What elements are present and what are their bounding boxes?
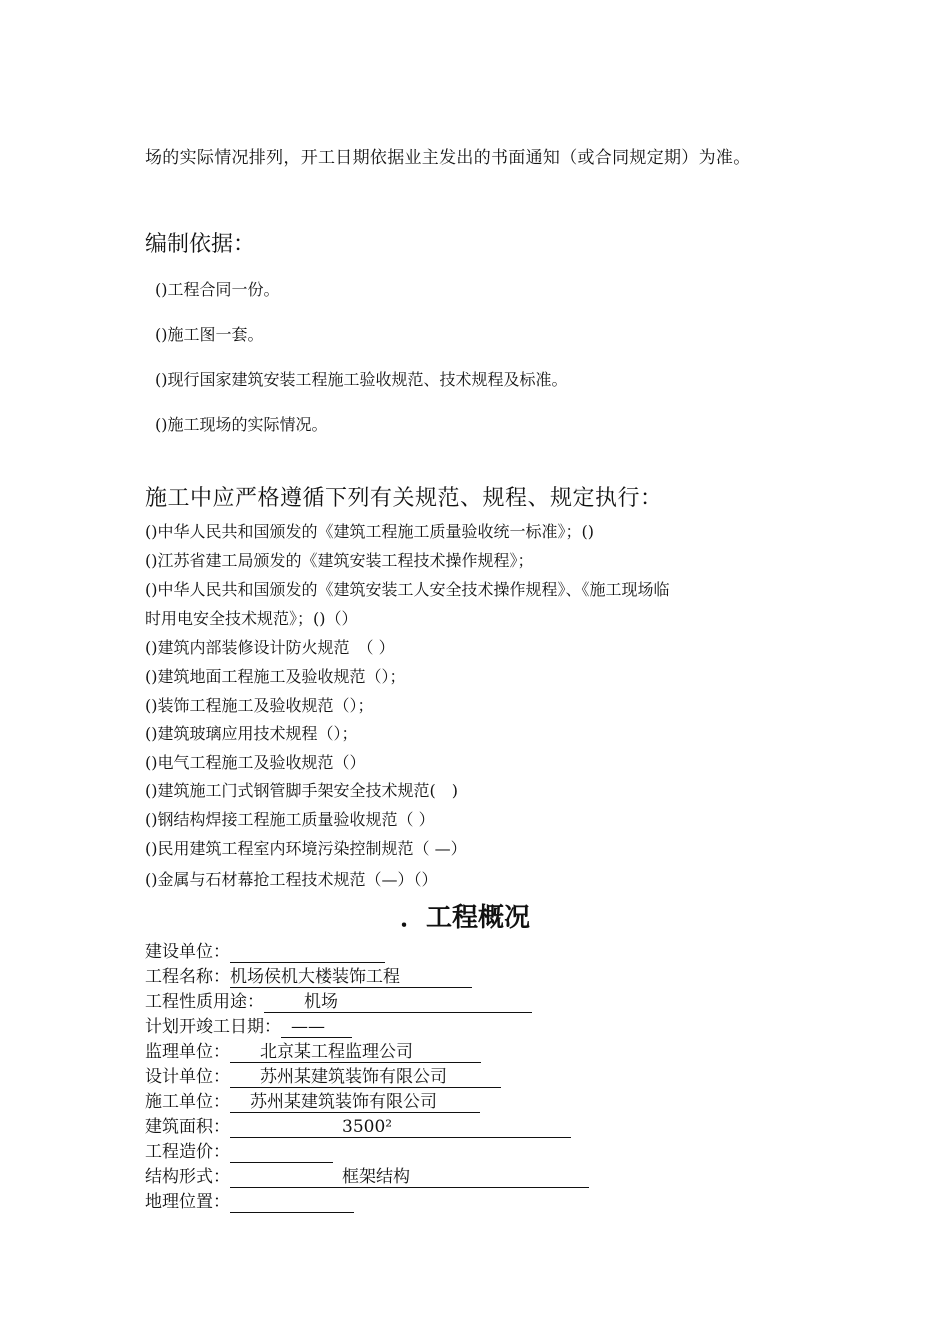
standards-line: ()中华人民共和国颁发的《建筑工程施工质量验收统一标准》；() bbox=[145, 522, 594, 541]
field-label: 地理位置： bbox=[145, 1192, 230, 1212]
field-underline bbox=[230, 1066, 501, 1088]
field-label: 工程性质用途： bbox=[145, 992, 264, 1012]
field-label: 设计单位： bbox=[145, 1067, 230, 1087]
basis-item: ()施工现场的实际情况。 bbox=[155, 415, 328, 434]
basis-item: ()施工图一套。 bbox=[155, 325, 264, 344]
field-value: 3500² bbox=[342, 1117, 393, 1137]
field-value: 框架结构 bbox=[342, 1167, 410, 1187]
standards-line: ()江苏省建工局颁发的《建筑安装工程技术操作规程》； bbox=[145, 551, 534, 570]
basis-item: ()现行国家建筑安装工程施工验收规范、技术规程及标准。 bbox=[155, 370, 568, 389]
field-underline bbox=[264, 991, 532, 1013]
field-underline bbox=[230, 1191, 354, 1213]
field-value: 苏州某建筑装饰有限公司 bbox=[250, 1092, 437, 1112]
basis-heading: 编制依据： bbox=[145, 232, 256, 257]
basis-item: ()工程合同一份。 bbox=[155, 280, 280, 299]
standards-line: ()建筑地面工程施工及验收规范（）； bbox=[145, 667, 406, 686]
intro-paragraph: 场的实际情况排列，开工日期依据业主发出的书面通知（或合同规定期）为准。 bbox=[145, 148, 751, 168]
field-label: 计划开竣工日期： bbox=[145, 1017, 281, 1037]
field-value: 苏州某建筑装饰有限公司 bbox=[260, 1067, 447, 1087]
field-row bbox=[145, 1191, 354, 1213]
standards-line: ()建筑内部装修设计防火规范 （ ） bbox=[145, 638, 395, 657]
field-label: 施工单位： bbox=[145, 1092, 230, 1112]
field-row bbox=[145, 1166, 589, 1188]
field-row bbox=[145, 941, 385, 963]
field-row bbox=[145, 1141, 333, 1163]
field-label: 工程名称： bbox=[145, 967, 230, 987]
standards-line: ()装饰工程施工及验收规范（）； bbox=[145, 696, 374, 715]
field-underline bbox=[230, 941, 385, 963]
field-underline bbox=[230, 1166, 589, 1188]
field-underline bbox=[230, 1116, 571, 1138]
field-label: 建设单位： bbox=[145, 942, 230, 962]
field-row bbox=[145, 1091, 480, 1113]
overview-title: ．工程概况 bbox=[400, 903, 531, 933]
field-value: —— bbox=[291, 1017, 325, 1037]
field-value: 北京某工程监理公司 bbox=[260, 1042, 413, 1062]
standards-line: ()金属与石材幕抢工程技术规范（—）（） bbox=[145, 870, 438, 889]
standards-line: ()中华人民共和国颁发的《建筑安装工人安全技术操作规程》、《施工现场临 bbox=[145, 580, 670, 599]
field-underline bbox=[230, 966, 472, 988]
standards-line: 时用电安全技术规范》；()（） bbox=[145, 609, 358, 628]
standards-heading: 施工中应严格遵循下列有关规范、规程、规定执行： bbox=[145, 486, 663, 511]
field-row bbox=[145, 1066, 501, 1088]
field-value: 机场 bbox=[304, 992, 338, 1012]
field-label: 结构形式： bbox=[145, 1167, 230, 1187]
field-value: 机场侯机大楼装饰工程 bbox=[230, 967, 400, 987]
standards-line: ()建筑施工门式钢管脚手架安全技术规范( ) bbox=[145, 781, 458, 800]
field-underline bbox=[230, 1091, 480, 1113]
field-label: 工程造价： bbox=[145, 1142, 230, 1162]
standards-line: ()民用建筑工程室内环境污染控制规范（ —） bbox=[145, 839, 467, 858]
field-row bbox=[145, 1041, 481, 1063]
field-underline bbox=[230, 1141, 333, 1163]
field-underline bbox=[230, 1041, 481, 1063]
standards-line: ()钢结构焊接工程施工质量验收规范（ ） bbox=[145, 810, 435, 829]
field-row bbox=[145, 1116, 571, 1138]
standards-line: ()建筑玻璃应用技术规程（）； bbox=[145, 724, 358, 743]
field-label: 建筑面积： bbox=[145, 1117, 230, 1137]
field-row bbox=[145, 1016, 352, 1038]
field-row bbox=[145, 991, 532, 1013]
field-underline bbox=[281, 1016, 352, 1038]
field-row bbox=[145, 966, 472, 988]
standards-line: ()电气工程施工及验收规范（） bbox=[145, 753, 366, 772]
field-label: 监理单位： bbox=[145, 1042, 230, 1062]
